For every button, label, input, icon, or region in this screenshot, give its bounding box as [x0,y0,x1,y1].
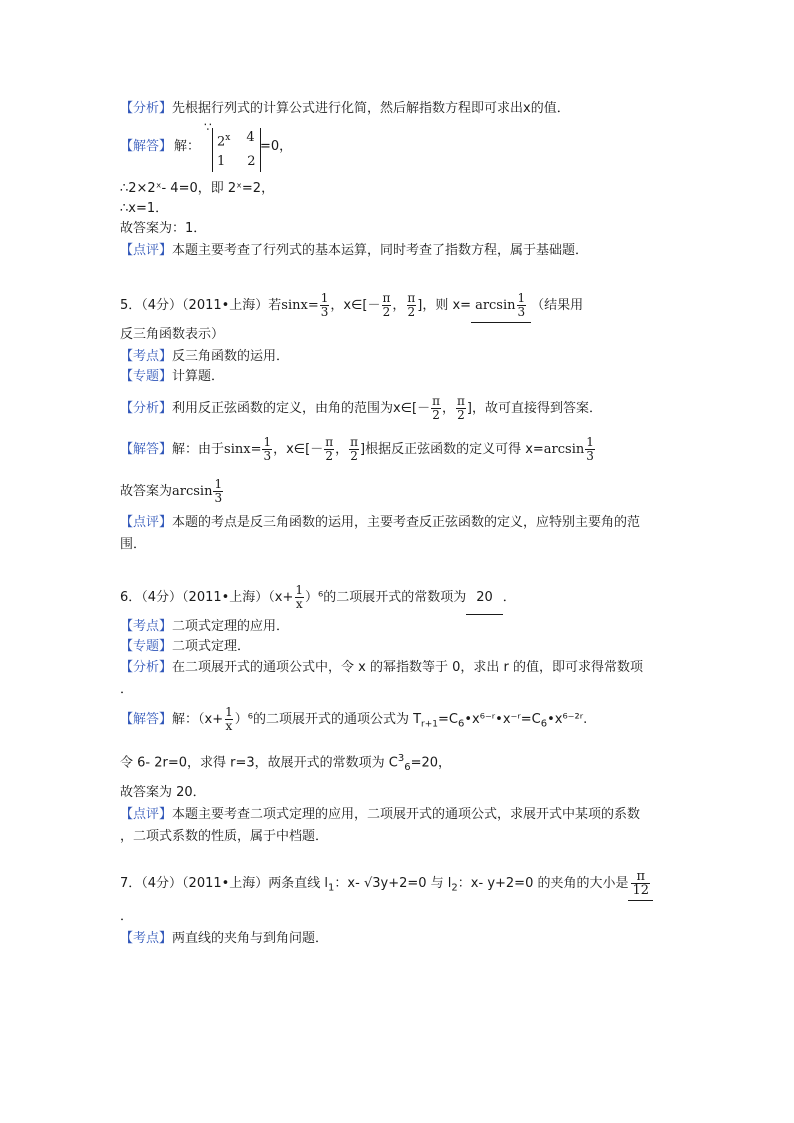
q6-keypoint: 【考点】二项式定理的应用． [120,619,290,634]
q6-topic: 【专题】二项式定理． [120,639,251,654]
det-a-exp: x [225,133,231,143]
q5-then: ]，则 x= [417,298,472,313]
q5-stem-a: 5．（4分）（2011•上海）若 [120,298,282,313]
solution-tag: 【解答】 [120,442,173,457]
fraction-one-over-x: $\frac{1}{x}$ [295,583,304,611]
q4-solution-prefix: 解： [174,139,201,154]
because-symbol: ∵ [204,120,212,134]
q5-solution: 【解答】解：由于sinx= $\frac{1}{3}$ ，x∈[－ $\frac{\pi}{2}$ ， $\frac{\pi}{2}$ ]根据反正弦函数的定义可得 x=arcsin $\frac{1}{3}$ [120,435,594,463]
sqrt-three: √3 [363,876,381,891]
q6-let: 令 6- 2r=0，求得 r=3，故展开式的常数项为 $C^3_6=20$， [120,753,452,773]
det-d: 2 [247,154,256,170]
comment-tag: 【点评】 [120,515,173,530]
q5-topic: 【专题】计算题． [120,369,225,384]
q5-in: ，x∈[－ [330,298,381,313]
q6-stem: 6．（4分）（2011•上海）（x+ $\frac{1}{x}$ ）⁶的二项展开式的常数项为 20 ． [120,582,516,615]
fraction-one-over-x: $\frac{1}{x}$ [225,705,233,733]
q4-analysis-text: 先根据行列式的计算公式进行化简，然后解指数方程即可求出x的值． [172,101,570,116]
analysis-tag: 【分析】 [120,401,173,416]
det-b: 4 [246,130,255,145]
analysis-tag: 【分析】 [120,101,173,116]
q4-analysis [120,100,570,118]
q6-answer-blank: 20 [466,582,503,615]
q4-comment [120,242,588,260]
fraction-pi-over-2: $\frac{\pi}{2}$ [432,394,440,422]
q5-stem-b: （结果用 [531,298,584,313]
keypoint-tag: 【考点】 [120,349,173,364]
q5-stem-c: 反三角函数表示） [120,327,225,342]
q7-answer-blank: $\frac{\pi}{12}$ [628,868,653,901]
q5-answer-blank: arcsin $\frac{1}{3}$ [471,290,531,323]
q5-answer: 故答案为arcsin $\frac{1}{3}$ [120,477,223,505]
q5-comment: 【点评】本题的考点是反三角函数的运用，主要考查反正弦函数的定义，应特别主要角的范 [120,515,641,530]
q4-comment-text: 本题主要考查了行列式的基本运算，同时考查了指数方程，属于基础题． [172,243,589,258]
q4-step1: ∴2×2ˣ- 4=0，即 2ˣ=2， [120,181,275,196]
det-a: 2 [217,134,226,150]
fraction-pi-over-2: $\frac{\pi}{2}$ [407,291,416,319]
q5-comment-cont: 围． [120,537,147,552]
q7-stem: 7．（4分）（2011•上海）两条直线 $l_1$：x- √3y+2=0 与 $l_2$：x- y+2=0 的夹角的大小是 $\frac{\pi}{12}$ [120,868,653,905]
q5-keypoint: 【考点】反三角函数的运用． [120,349,290,364]
q4-answer: 故答案为：1． [120,221,207,236]
q5-sinx: sinx= [281,298,319,313]
q6-answer: 故答案为 20． [120,785,206,800]
fraction-pi-over-2: $\frac{\pi}{2}$ [325,435,334,463]
q7-period: ． [120,909,134,924]
q5-analysis: 【分析】利用反正弦函数的定义，由角的范围为x∈[－ $\frac{\pi}{2}$ ， $\frac{\pi}{2}$ ]，故可直接得到答案． [120,394,602,422]
fraction-pi-over-2: $\frac{\pi}{2}$ [457,394,465,422]
q7-keypoint: 【考点】两直线的夹角与到角问题． [120,931,329,946]
q4-step2: ∴x=1． [120,201,169,216]
q6-comment-cont: ，二项式系数的性质，属于中档题． [120,829,329,844]
q6-comment: 【点评】本题主要考查二项式定理的应用，二项展开式的通项公式，求展开式中某项的系数 [120,807,641,822]
topic-tag: 【专题】 [120,369,173,384]
determinant [212,128,261,172]
comment-tag: 【点评】 [120,243,173,258]
det-c: 1 [217,154,226,170]
det-equals: =0， [260,139,293,154]
q6-analysis: 【分析】在二项展开式的通项公式中，令 x 的幂指数等于 0，求出 r 的值，即可求得常数项 [120,660,643,675]
fraction-one-third: $\frac{1}{3}$ [263,435,272,463]
solution-tag: 【解答】 [120,139,173,154]
q5-stem: 5．（4分）（2011•上海）若sinx= $\frac{1}{3}$ ，x∈[－ $\frac{\pi}{2}$ ， $\frac{\pi}{2}$ ]，则 x= arcsin $\frac{1}{3}$ （结果用 [120,290,583,323]
fraction-one-third: $\frac{1}{3}$ [320,291,329,319]
fraction-pi-over-2: $\frac{\pi}{2}$ [350,435,358,463]
q6-solution: 【解答】解：（x+ $\frac{1}{x}$ ）⁶的二项展开式的通项公式为 $T_{r+1}=C_6•x^{6-}ʳ•x^-ʳ=C_6•x^{6-2}ʳ$. [120,705,588,733]
q6-analysis-cont: ． [120,682,134,697]
fraction-pi-over-2: $\frac{\pi}{2}$ [382,291,391,319]
